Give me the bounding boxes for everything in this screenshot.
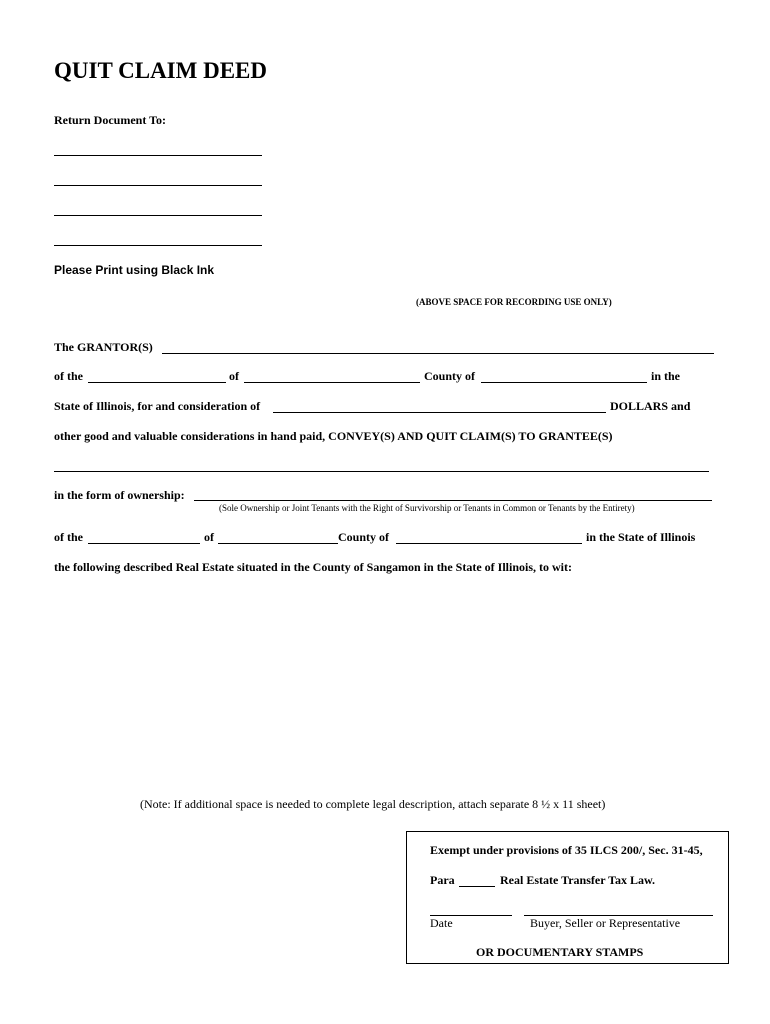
grantor-city-field[interactable]: [88, 382, 226, 383]
additional-space-note: (Note: If additional space is needed to complete legal description, attach separate 8 ½ x 11 sheet): [140, 797, 606, 811]
county-of-label: County of: [424, 369, 476, 383]
return-address-line-1[interactable]: [54, 155, 262, 156]
consideration-amount-field[interactable]: [273, 412, 606, 413]
dollars-label: DOLLARS and: [610, 399, 691, 413]
ownership-label: in the form of ownership:: [54, 488, 185, 502]
exempt-provision-text: Exempt under provisions of 35 ILCS 200/, Sec. 31-45,: [430, 843, 703, 857]
grantee-city-field[interactable]: [88, 543, 200, 544]
of-label: of: [229, 369, 239, 383]
ownership-field[interactable]: [194, 500, 712, 501]
consideration-label: State of Illinois, for and consideration of: [54, 399, 261, 413]
grantor-municipality-field[interactable]: [244, 382, 420, 383]
grantee-county-of-label: County of: [338, 530, 390, 544]
of-the-label: of the: [54, 369, 83, 383]
page-title: QUIT CLAIM DEED: [54, 58, 267, 83]
documentary-stamps-label: OR DOCUMENTARY STAMPS: [476, 945, 644, 959]
legal-description-area[interactable]: [54, 585, 714, 790]
grantee-county-field[interactable]: [396, 543, 582, 544]
grantee-name-field[interactable]: [54, 471, 709, 472]
transfer-law-text: Real Estate Transfer Tax Law.: [500, 873, 656, 887]
return-address-line-4[interactable]: [54, 245, 262, 246]
date-label: Date: [430, 916, 453, 930]
grantee-municipality-field[interactable]: [218, 543, 338, 544]
recording-space-note: (ABOVE SPACE FOR RECORDING USE ONLY): [416, 297, 612, 307]
legal-description-intro: the following described Real Estate situated in the County of Sangamon in the State of Illinois, to wit:: [54, 560, 573, 574]
grantor-name-field[interactable]: [162, 353, 714, 354]
ink-instruction: Please Print using Black Ink: [54, 263, 215, 277]
para-label: Para: [430, 873, 455, 887]
signer-label: Buyer, Seller or Representative: [530, 916, 681, 930]
state-of-illinois-label: in the State of Illinois: [586, 530, 696, 544]
return-document-label: Return Document To:: [54, 113, 167, 127]
in-the-label: in the: [651, 369, 681, 383]
ownership-options-note: (Sole Ownership or Joint Tenants with the Right of Survivorship or Tenants in Common or Tenants by the Entirety): [219, 503, 635, 513]
grantor-label: The GRANTOR(S): [54, 340, 153, 354]
convey-statement: other good and valuable considerations in hand paid, CONVEY(S) AND QUIT CLAIM(S) TO GRANTEE(S): [54, 429, 613, 443]
return-address-line-3[interactable]: [54, 215, 262, 216]
para-field[interactable]: [459, 886, 495, 887]
grantee-of-label: of: [204, 530, 214, 544]
grantee-of-the-label: of the: [54, 530, 83, 544]
exemption-stamp-box: [406, 831, 729, 964]
return-address-line-2[interactable]: [54, 185, 262, 186]
grantor-county-field[interactable]: [481, 382, 647, 383]
